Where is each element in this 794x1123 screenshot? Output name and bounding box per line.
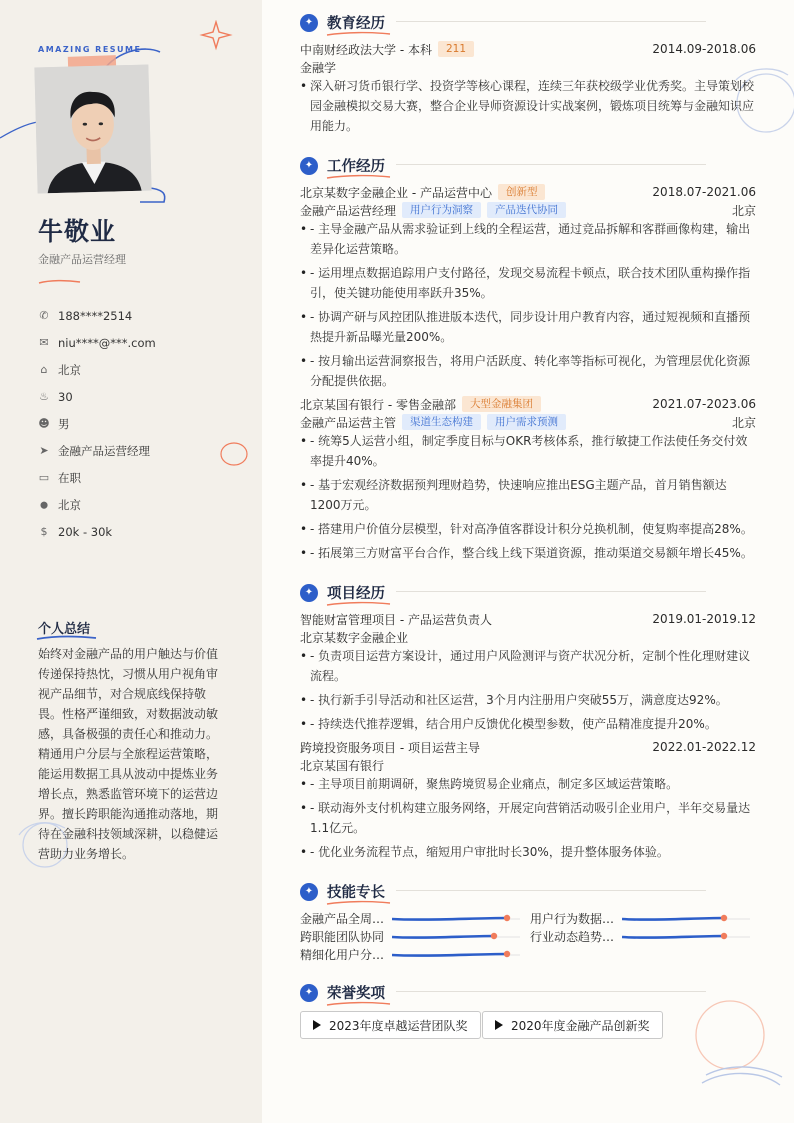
cake-icon: ♨: [39, 390, 49, 403]
project-dates: 2019.01-2019.12: [652, 612, 756, 626]
section-divider: [396, 21, 706, 22]
sparkle-icon: ✦: [300, 157, 318, 175]
skill-level-bar: [622, 931, 754, 943]
section-title: 项目经历: [327, 586, 385, 602]
skill-item: [300, 928, 524, 945]
job-role-row: [300, 201, 756, 219]
home-icon: ⌂: [40, 363, 48, 376]
company-name: 北京某国有银行 - 零售金融部: [300, 397, 456, 412]
contact-text: 男: [58, 416, 70, 431]
send-icon: ➤: [39, 444, 49, 457]
contact-item: [38, 518, 156, 545]
project-dates: 2022.01-2022.12: [652, 740, 756, 754]
award-label: 2023年度卓越运营团队奖: [329, 1018, 468, 1033]
job-role: 金融产品运营主管: [300, 415, 397, 430]
company-name: 北京某数字金融企业 - 产品运营中心: [300, 185, 492, 200]
project-org: 北京某数字金融企业: [300, 631, 409, 645]
skill-label: 精细化用户分…: [300, 948, 385, 962]
section-divider: [396, 164, 706, 165]
section-divider: [396, 591, 706, 592]
person-title: 金融产品运营经理: [38, 253, 126, 266]
project-bullet: • - 联动海外支付机构建立服务网络，开展定向营销活动吸引企业用户，半年交易量达1.1亿元。: [300, 798, 756, 838]
project-header: [300, 610, 756, 628]
avatar: [34, 65, 151, 194]
job-bullet: • - 按月输出运营洞察报告，将用户活跃度、转化率等指标可视化，为管理层优化资源分配提供依据。: [300, 351, 756, 391]
sparkle-icon: ✦: [300, 883, 318, 901]
project-bullet: • - 持续迭代推荐逻辑，结合用户反馈优化模型参数，使产品精准度提升20%。: [300, 714, 756, 734]
job-bullet: • - 主导金融产品从需求验证到上线的全程运营，通过竞品拆解和客群画像构建，输出差异化运营策略。: [300, 219, 756, 259]
project-bullet: • - 执行新手引导活动和社区运营，3个月内注册用户突破55万，满意度达92%。: [300, 690, 756, 710]
project-bullet: • - 主导项目前期调研，聚焦跨境贸易企业痛点，制定多区域运营策略。: [300, 774, 756, 794]
contact-item: [38, 329, 156, 356]
job-bullet: • - 统筹5人运营小组，制定季度目标与OKR考核体系，推行敏捷工作法使任务交付效率提升40%。: [300, 431, 756, 471]
contact-text: 北京: [58, 362, 81, 377]
job-bullet: • - 协调产研与风控团队推进版本迭代，同步设计用户教育内容，通过短视频和直播预热提升新品曝光量200%。: [300, 307, 756, 347]
contact-text: 188****2514: [58, 308, 133, 323]
contact-text: 金融产品运营经理: [58, 443, 150, 458]
role-tag: 用户需求预测: [487, 414, 566, 430]
contact-item: [38, 464, 156, 491]
project-name: 智能财富管理项目 - 产品运营负责人: [300, 612, 492, 627]
skill-level-bar: [392, 931, 524, 943]
job-bullet: • - 搭建用户价值分层模型，针对高净值客群设计积分兑换机制，使复购率提高28%。: [300, 519, 756, 539]
contact-text: 北京: [58, 497, 81, 512]
sparkle-icon: ✦: [300, 584, 318, 602]
section-title: 技能专长: [327, 885, 385, 901]
skill-item: [530, 910, 754, 927]
contact-item: [38, 491, 156, 518]
section-underline: [326, 601, 392, 607]
skill-item: [530, 928, 754, 945]
sparkle-icon: ✦: [300, 984, 318, 1002]
job-city: 北京: [731, 415, 756, 430]
award-item: [300, 1011, 481, 1039]
job-dates: 2018.07-2021.06: [652, 185, 756, 199]
phone-icon: ✆: [39, 309, 49, 322]
school-tag: 211: [438, 41, 474, 57]
job-role: 金融产品运营经理: [300, 203, 397, 218]
sparkle-icon: ✦: [300, 14, 318, 32]
section-divider: [396, 991, 706, 992]
skill-label: 金融产品全周…: [300, 912, 385, 926]
section-header-education: [300, 12, 385, 33]
skill-item: [300, 910, 524, 927]
section-underline: [326, 1001, 392, 1007]
section-header-skills: [300, 881, 385, 902]
skill-item: [300, 946, 524, 963]
project-name: 跨境投资服务项目 - 项目运营主导: [300, 740, 480, 755]
contact-text: 30: [58, 389, 73, 404]
education-row: [300, 40, 756, 58]
salary-icon: $: [40, 525, 48, 538]
name-underline: [38, 278, 82, 286]
brand-label: AMAZING RESUME: [38, 45, 142, 54]
section-header-work: [300, 155, 385, 176]
section-underline: [326, 31, 392, 37]
job-bullet: • - 基于宏观经济数据预判理财趋势，快速响应推出ESG主题产品，首月销售额达1200万元。: [300, 475, 756, 515]
contact-item: [38, 437, 156, 464]
section-title: 教育经历: [327, 16, 385, 32]
photo-frame: [36, 62, 154, 194]
location-pin-icon: ⬤: [40, 500, 48, 509]
mail-icon: ✉: [39, 336, 49, 349]
section-header-projects: [300, 582, 385, 603]
contact-item: [38, 410, 156, 437]
award-item: [482, 1011, 663, 1039]
play-triangle-icon: [495, 1020, 503, 1030]
job-dates: 2021.07-2023.06: [652, 397, 756, 411]
education-bullet: • 深入研习货币银行学、投资学等核心课程，连续三年获校级学业优秀奖。主导策划校园金融模拟交易大赛，整合企业导师资源设计实战案例，锻炼项目统筹与金融知识应用能力。: [300, 76, 756, 136]
section-header-honors: [300, 982, 385, 1003]
project-header: [300, 738, 756, 756]
skill-label: 用户行为数据…: [530, 912, 615, 926]
company-tag: 大型金融集团: [462, 396, 541, 412]
role-tag: 用户行为洞察: [402, 202, 481, 218]
briefcase-icon: ▭: [38, 471, 50, 484]
award-label: 2020年度金融产品创新奖: [511, 1018, 650, 1033]
skill-level-bar: [392, 949, 524, 961]
major: 金融学: [300, 61, 337, 75]
skill-level-bar: [622, 913, 754, 925]
education-dates: 2014.09-2018.06: [652, 42, 756, 56]
contact-item: [38, 356, 156, 383]
role-tag: 产品迭代协同: [487, 202, 566, 218]
contact-item: [38, 383, 156, 410]
summary-title: 个人总结: [38, 622, 91, 637]
gender-icon: ☻: [38, 417, 50, 430]
section-underline: [326, 174, 392, 180]
school-name: 中南财经政法大学 - 本科: [300, 42, 432, 57]
project-bullet: • - 负责项目运营方案设计，通过用户风险测评与资产状况分析，定制个性化理财建议流程。: [300, 646, 756, 686]
contact-item: [38, 302, 156, 329]
section-underline: [326, 900, 392, 906]
section-divider: [396, 890, 706, 891]
summary-underline: [36, 634, 98, 642]
skill-label: 行业动态趋势…: [530, 930, 615, 944]
job-city: 北京: [731, 203, 756, 218]
sidebar: [0, 0, 262, 1123]
project-org: 北京某国有银行: [300, 759, 385, 773]
project-bullet: • - 优化业务流程节点，缩短用户审批时长30%，提升整体服务体验。: [300, 842, 756, 862]
job-role-row: [300, 413, 756, 431]
skill-level-bar: [392, 913, 524, 925]
job-bullet: • - 运用埋点数据追踪用户支付路径，发现交易流程卡顿点，联合技术团队重构操作指引，使关键功能使用率跃升35%。: [300, 263, 756, 303]
person-name: 牛敬业: [38, 217, 117, 246]
contact-text: niu****@***.com: [58, 335, 156, 350]
decorative-circle: [215, 438, 255, 470]
decorative-circle: [690, 995, 794, 1105]
summary-text: 始终对金融产品的用户触达与价值传递保持热忱，习惯从用户视角审视产品细节，对合规底线保持敬畏。性格严谨细致，对数据波动敏感，具备极强的责任心和推动力。精通用户分层与全旅程运营策略，能运用数据工具从波动中提炼业务增长点，熟悉监管环境下的运营边界。擅长跨职能沟通推动落地，期待在金融科技领域深耕，以稳健运营助力业务增长。: [38, 647, 219, 861]
role-tag: 渠道生态构建: [402, 414, 481, 430]
section-title: 荣誉奖项: [327, 986, 385, 1002]
section-title: 工作经历: [327, 159, 385, 175]
job-bullet: • - 拓展第三方财富平台合作，整合线上线下渠道资源，推动渠道交易额年增长45%。: [300, 543, 756, 563]
contact-text: 20k - 30k: [58, 524, 113, 539]
contact-text: 在职: [58, 470, 81, 485]
contact-list: [38, 302, 156, 545]
play-triangle-icon: [313, 1020, 321, 1030]
skill-label: 跨职能团队协同: [300, 930, 385, 944]
company-tag: 创新型: [498, 184, 546, 200]
job-header: [300, 183, 756, 201]
job-header: [300, 395, 756, 413]
